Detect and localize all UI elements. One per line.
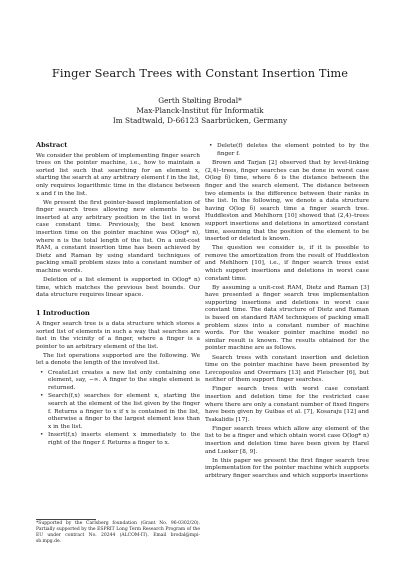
operation-insert: • Insert(f,x) inserts element x immediately to the right of the finger f. Returns a finger to x.	[36, 432, 200, 447]
author-address: Im Stadtwald, D-66123 Saarbrücken, Germany	[112, 116, 288, 126]
intro-paragraph-1: A finger search tree is a data structure which stores a sorted list of elements in such a way that searches are fast in the vicinity of a finger, where a finger is a pointer to an arbitrary element of the list.	[36, 320, 200, 350]
operation-search: • Search(f,x) searches for element x, starting the search at the element of the list given by the finger f. Returns a finger to x if x is contained in the list, otherwise a finger to the largest element less than x in the list.	[36, 393, 200, 431]
author-affiliation: Max-Planck-Institut für Informatik	[136, 106, 264, 116]
author-block	[0, 96, 400, 127]
body-paragraph-1: Brown and Tarjan [2] observed that by level-linking (2,4)–trees, finger searches can be done in worst case O(log δ) time, where δ is the distance between the finger and the search element. The distance between two elements is the difference between their ranks in the list. In the following, we denote a data structure having O(log δ) search time a finger search tree. Huddleston and Mehlhorn [10] showed that (2,4)–trees support insertions and deletions in amortized constant time, assuming that the position of the element to be inserted or deleted is known.	[205, 160, 369, 243]
paper-title: Finger Search Trees with Constant Insertion Time	[51, 66, 349, 80]
right-column	[205, 142, 369, 482]
abstract-paragraph-1: We consider the problem of implementing finger search trees on the pointer machine, i.e., how to maintain a sorted list such that searching for an element x, starting the search at any arbitrary element f in the list, only requires logarithmic time in the distance between x and f in the list.	[36, 152, 200, 197]
operations-list-continued	[205, 143, 369, 158]
section-heading-introduction: 1 Introduction	[36, 309, 90, 318]
body-paragraph-2: The question we consider is, if it is possible to remove the amortization from the result of Huddleston and Mehlhorn [10], i.e., if finger search trees exist which support insertions and deletions in worst case constant time.	[205, 245, 369, 282]
footnote: *Supported by the Carlsberg foundation (Grant No. 96-0302/20). Partially supported by the ESPRIT Long Term Research Program of the EU under contract No. 20244 (ALCOM-IT). Email brodal@mpi-sb.mpg.de.	[36, 521, 200, 544]
body-paragraph-5: Finger search trees with worst case constant insertion and deletion time for the restricted case where there are only a constant number of fixed fingers have been given by Guibas et al. [7], Kosaraju [12] and Tsakalidis [17].	[205, 386, 369, 423]
operation-create-list: • CreateList creates a new list only containing one element, say, −∞. A finger to the single element is returned.	[36, 370, 200, 393]
footnote-rule	[36, 519, 96, 520]
body-paragraph-7: In this paper we present the first finger search tree implementation for the pointer machine which supports arbitrary finger searches and which supports insertions	[205, 457, 369, 479]
abstract-paragraph-3: Deletion of a list element is supported in O(log* n) time, which matches the previous best bounds. Our data structure requires linear space.	[36, 277, 200, 299]
left-column	[36, 142, 200, 449]
author-name: Gerth Stølting Brodal*	[158, 96, 242, 105]
intro-paragraph-2: The list operations supported are the following. We let a denote the length of the involved list.	[36, 352, 200, 367]
abstract-heading: Abstract	[36, 141, 68, 149]
operations-list	[36, 370, 200, 448]
body-paragraph-3: By assuming a unit-cost RAM, Dietz and Raman [3] have presented a finger search tree implementation supporting insertions and deletions in worst case constant time. The data structure of Dietz and Raman is based on standard RAM techniques of packing small problem sizes into a constant number of machine words. For the weaker pointer machine model no similar result is known. The results obtained for the pointer machine are as follows.	[205, 284, 369, 352]
body-paragraph-6: Finger search trees which allow any element of the list to be a finger and which obtain worst case O(log* n) insertion and deletion time have been given by Harel and Lueker [8, 9].	[205, 425, 369, 455]
abstract-paragraph-2: We present the first pointer-based implementation of finger search trees allowing new elements to be inserted at any arbitrary position in the list in worst case constant time. Previously, the best known insertion time on the pointer machine was O(log* n), where n is the total length of the list. On a unit-cost RAM, a constant insertion time has been achieved by Dietz and Raman by using standard techniques of packing small problem sizes into a constant number of machine words.	[36, 199, 200, 274]
operation-delete: • Delete(f) deletes the element pointed to by the finger f.	[205, 143, 369, 158]
body-paragraph-4: Search trees with constant insertion and deletion time on the pointer machine have been presented by Levcopoulos and Overmars [13] and Fleischer [6], but neither of them support finger searches.	[205, 354, 369, 384]
